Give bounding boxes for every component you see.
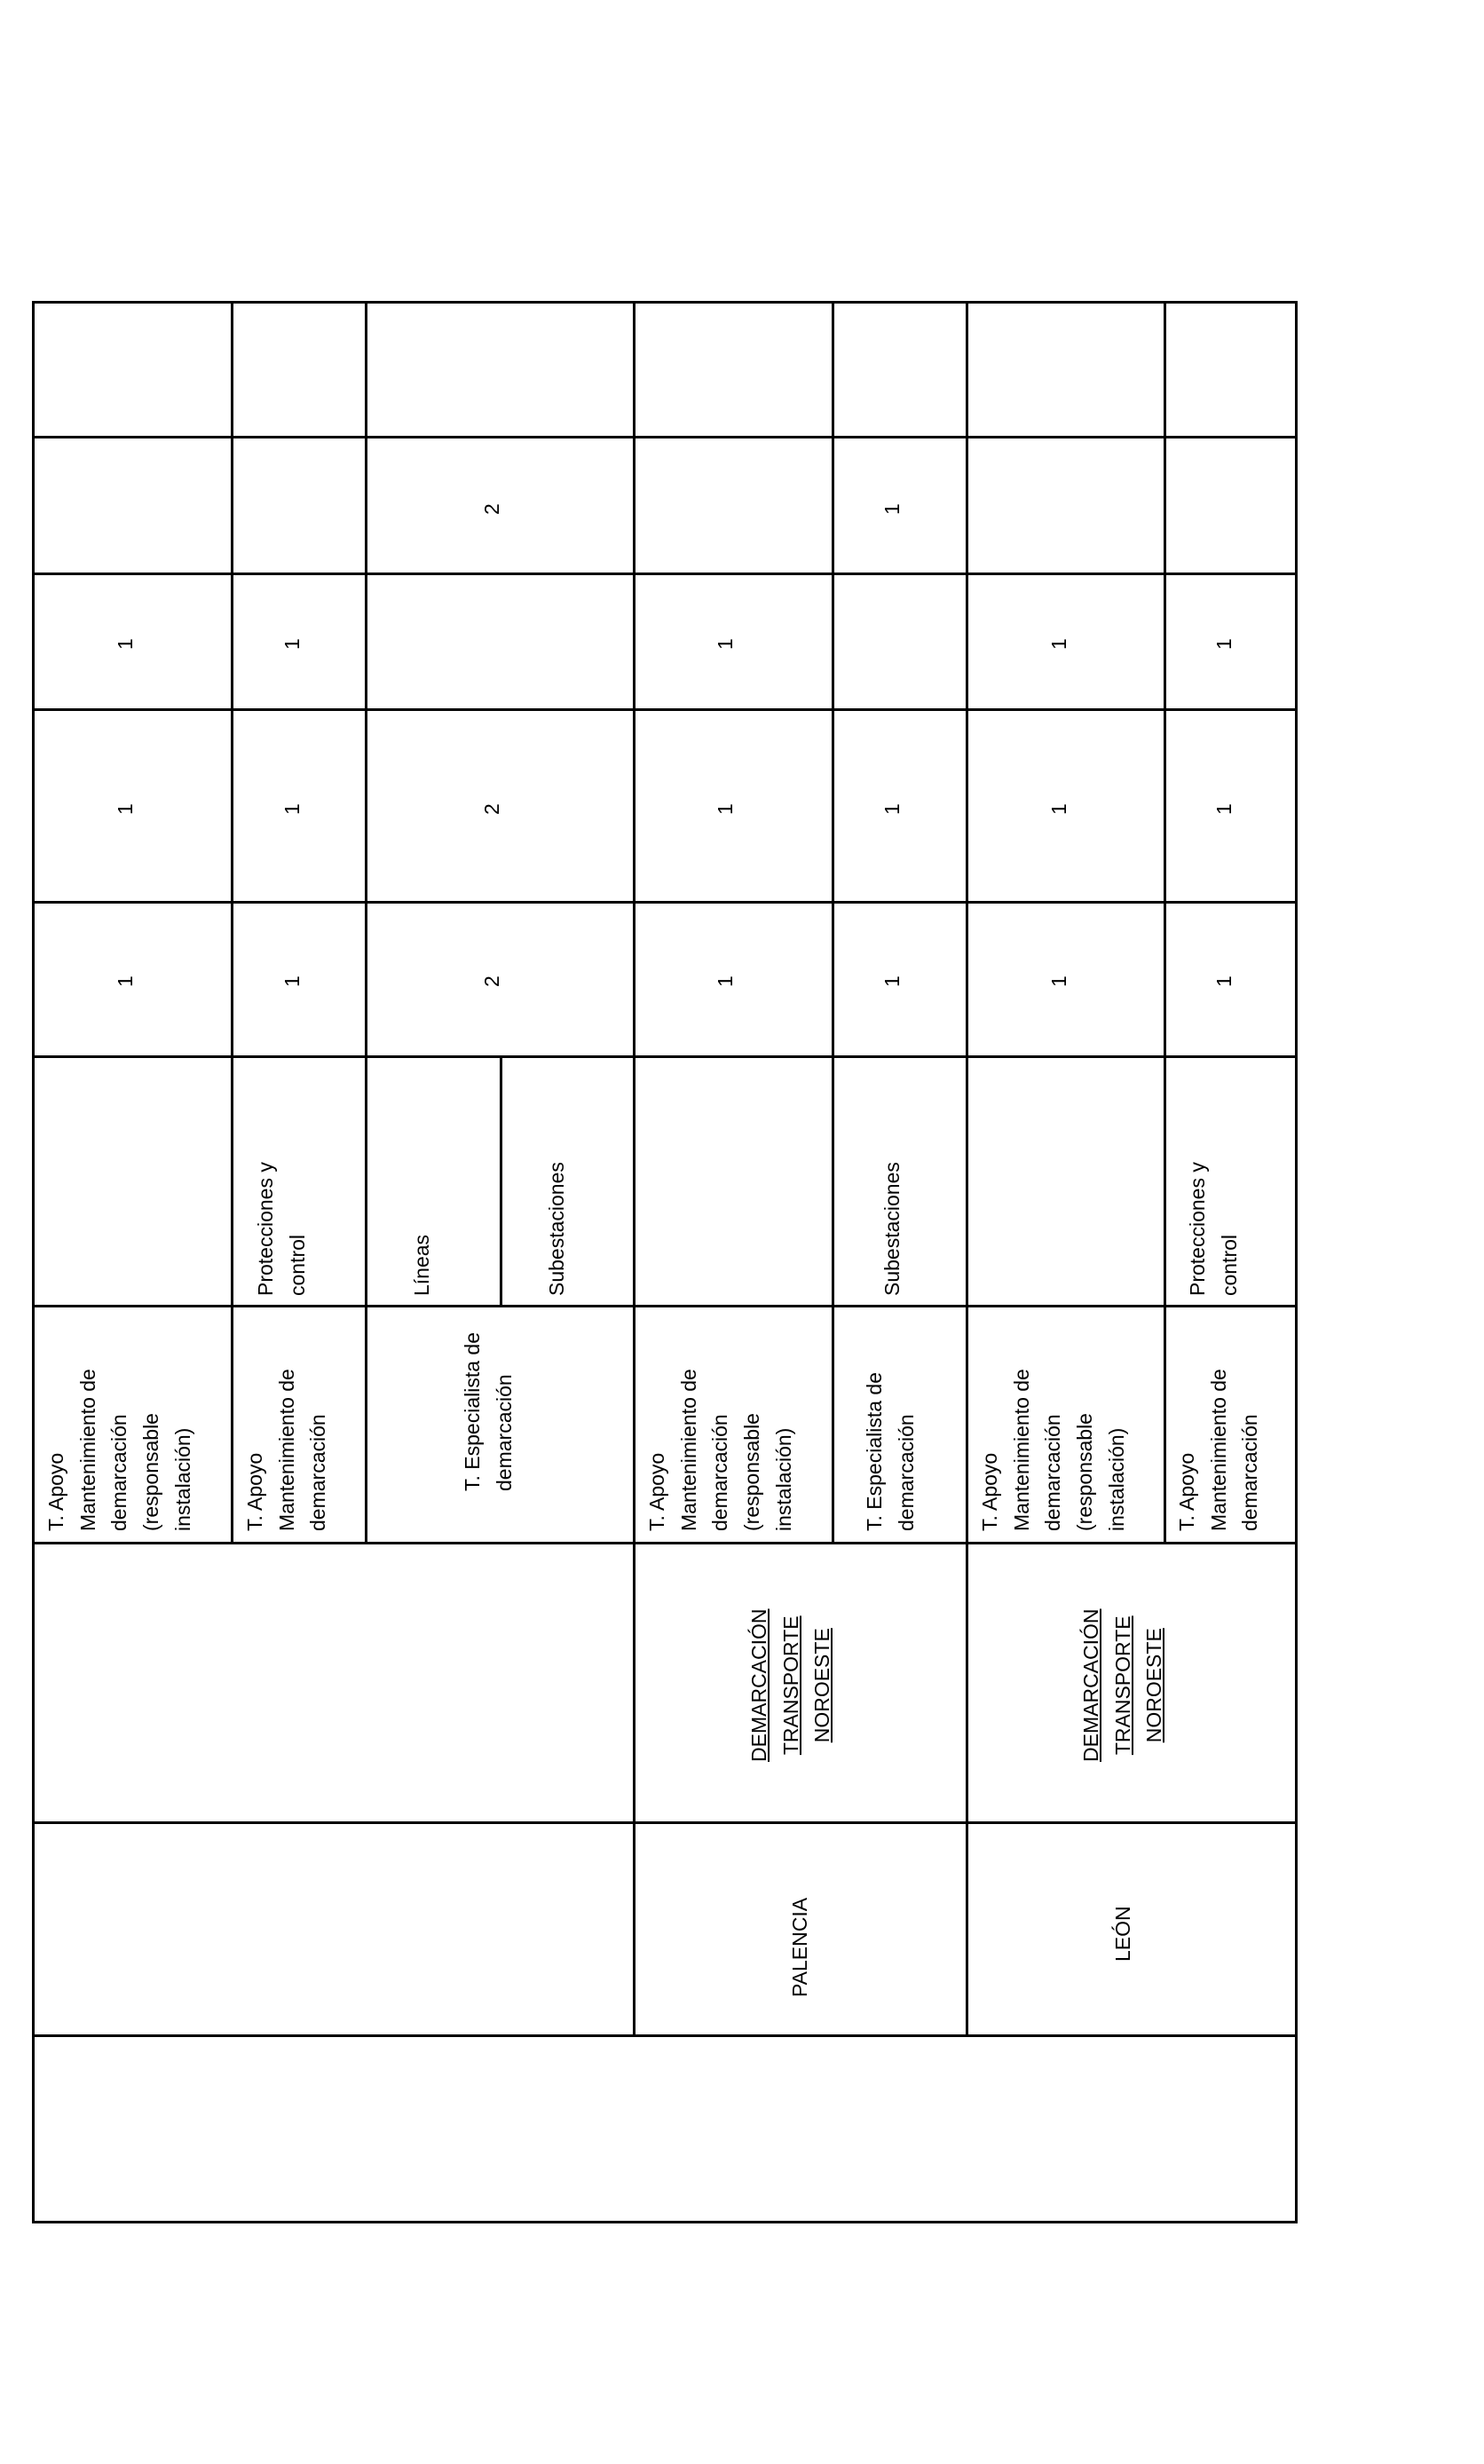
province-label: PALENCIA (788, 1897, 811, 1997)
table-cell-value: 2 (480, 803, 503, 815)
table-cell-value: 1 (1047, 975, 1070, 987)
role-cell: T. Apoyo Mantenimiento de demarcación (1175, 1369, 1262, 1531)
table-cell-value: 2 (480, 975, 503, 987)
table-cell-value: 1 (1047, 803, 1070, 815)
table-cell-value: 1 (114, 975, 137, 987)
table-cell-value: 1 (880, 975, 904, 987)
specialty-cell-lineas: Líneas (410, 1234, 433, 1296)
specialty-cell: Subestaciones (880, 1162, 904, 1296)
table-cell-value: 1 (280, 975, 304, 987)
specialty-cell-subestaciones: Subestaciones (545, 1162, 568, 1296)
specialty-cell: Protecciones y control (254, 1162, 309, 1296)
role-cell: T. Apoyo Mantenimiento de demarcación (responsable instalación) (44, 1369, 194, 1531)
table-cell-value: 1 (1212, 975, 1235, 987)
table-cell-value: 1 (1212, 803, 1235, 815)
demarcacion-label: DEMARCACIÓN TRANSPORTE NOROESTE (1079, 1608, 1166, 1762)
table-cell-value: 1 (880, 503, 904, 515)
table-cell-value: 1 (1047, 638, 1070, 650)
table-cell-value: 1 (714, 803, 737, 815)
role-cell: T. Especialista de demarcación (863, 1372, 918, 1531)
demarcacion-label: DEMARCACIÓN TRANSPORTE NOROESTE (747, 1608, 834, 1762)
role-cell: T. Apoyo Mantenimiento de demarcación (243, 1369, 330, 1531)
role-cell: T. Apoyo Mantenimiento de demarcación (responsable instalación) (978, 1369, 1128, 1531)
table-cell-value: 1 (714, 638, 737, 650)
table-cell-value: 1 (880, 803, 904, 815)
table-cell-value: 2 (480, 503, 503, 515)
province-label: LEÓN (1111, 1906, 1134, 1962)
specialty-cell: Protecciones y control (1186, 1162, 1241, 1296)
table-cell-value: 1 (280, 803, 304, 815)
table-cell-value: 1 (280, 638, 304, 650)
table-cell-value: 1 (114, 638, 137, 650)
table-cell-value: 1 (114, 803, 137, 815)
role-cell: T. Apoyo Mantenimiento de demarcación (responsable instalación) (645, 1369, 795, 1531)
table-cell-value: 1 (1212, 638, 1235, 650)
role-cell: T. Especialista de demarcación (461, 1332, 516, 1491)
table-cell-value: 1 (714, 975, 737, 987)
